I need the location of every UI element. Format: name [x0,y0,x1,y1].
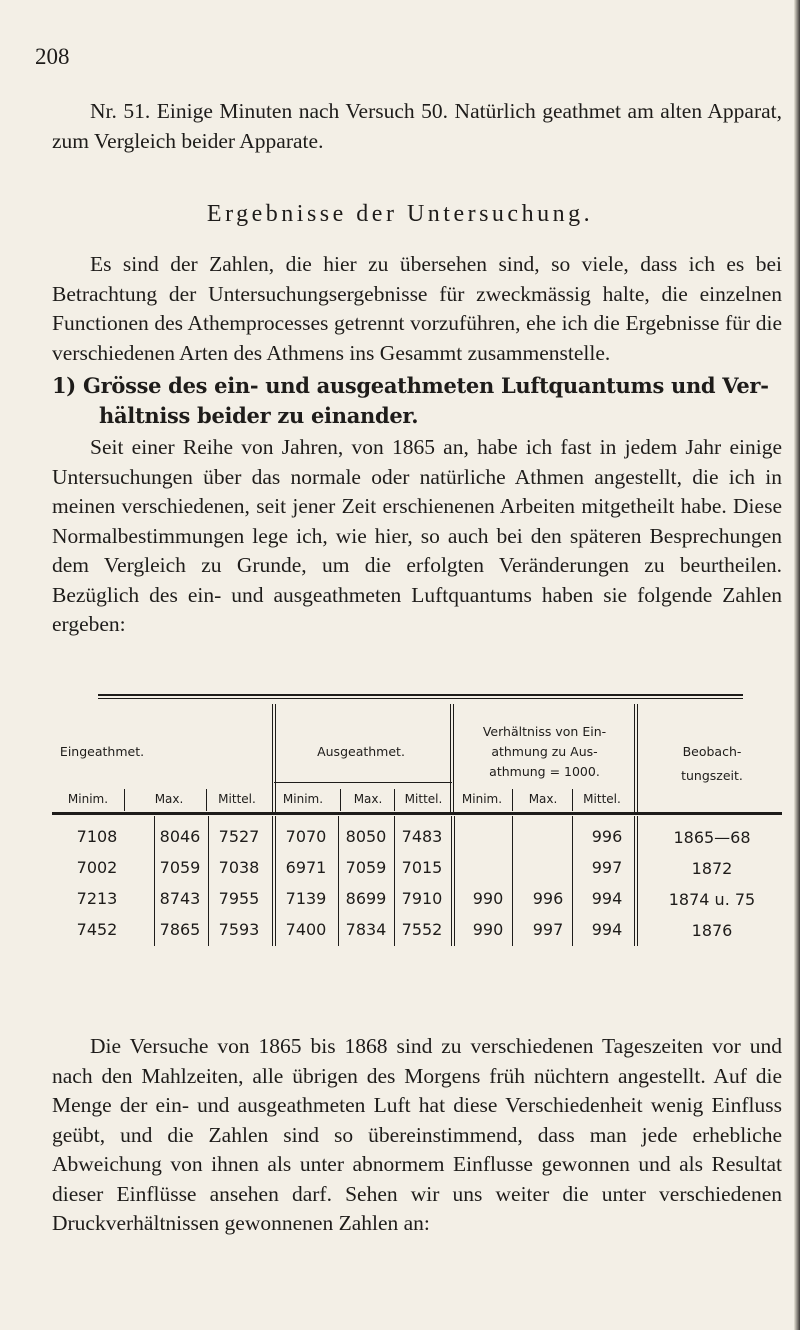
cell-v-mittel: 994 [591,889,623,908]
header-verhaeltniss-3: athmung = 1000. [489,764,600,779]
subheader-v-mittel: Mittel. [583,792,621,806]
header-ausgeathmet: Ausgeathmet. [317,744,405,759]
header-verhaeltniss-2: athmung zu Aus- [491,744,598,759]
header-verhaeltniss-1: Verhältniss von Ein- [482,724,607,739]
cell-v-max: 996 [532,889,564,908]
cell-ein-max: 8046 [159,827,201,846]
data-table [52,694,782,994]
subheader-ein-min: Minim. [67,792,109,806]
cell-ein-min: 7108 [76,827,118,846]
cell-zeit: 1872 [691,859,733,878]
subheader-ein-mittel: Mittel. [218,792,256,806]
cell-ein-mittel: 7527 [218,827,260,846]
cell-aus-max: 8050 [345,827,387,846]
subsection-title-line1: 1) Grösse des ein- und ausgeathmeten Luftquantums und Ver- [52,373,769,398]
cell-aus-min: 7400 [285,920,327,939]
cell-aus-min: 7139 [285,889,327,908]
cell-aus-min: 6971 [285,858,327,877]
subheader-v-max: Max. [528,792,558,806]
cell-ein-mittel: 7955 [218,889,260,908]
cell-ein-mittel: 7593 [218,920,260,939]
cell-aus-max: 7834 [345,920,387,939]
cell-v-mittel: 994 [591,920,623,939]
cell-ein-min: 7452 [76,920,118,939]
paragraph-1: Es sind der Zahlen, die hier zu übersehen sind, so viele, dass ich es bei Betrachtung der Untersuchungsergebnisse für zweckmässig halte, die einzelnen Functionen des Athemprocesses getrennt vorzuführen, ehe ich die Ergebnisse für die verschiedenen Arten des Athmens ins Gesammt zusammenstelle. [52,252,782,365]
cell-aus-mittel: 7483 [401,827,443,846]
cell-ein-mittel: 7038 [218,858,260,877]
header-beobachtung-1: Beobach- [682,744,742,759]
header-eingeathmet: Eingeathmet. [59,744,145,759]
cell-ein-min: 7213 [76,889,118,908]
header-divider [274,782,452,783]
cell-zeit: 1874 u. 75 [668,890,756,909]
subsection-title [52,371,782,431]
cell-aus-min: 7070 [285,827,327,846]
table-top-rule-thin [98,698,743,699]
cell-aus-mittel: 7015 [401,858,443,877]
cell-zeit: 1865—68 [673,828,751,847]
cell-v-max: 997 [532,920,564,939]
header-beobachtung-2: tungszeit. [681,768,743,783]
intro-paragraph: Nr. 51. Einige Minuten nach Versuch 50. Natürlich geathmet am alten Apparat, zum Vergleich beider Apparate. [52,99,782,153]
paragraph-3: Die Versuche von 1865 bis 1868 sind zu verschiedenen Tageszeiten vor und nach den Mahlzeiten, alle übrigen des Morgens früh nüchtern angestellt. Auf die Menge der ein- und ausgeathmeten Luft hat diese Verschiedenheit wenig Einfluss geübt, und die Zahlen sind so übereinstimmend, dass man jede erhebliche Abweichung von ihnen als unter abnormem Einflusse gewonnen und als Resultat dieser Einflüsse ansehen darf. Sehen wir uns weiter die unter verschiedenen Druckverhältnissen gewonnenen Zahlen an: [52,1034,782,1235]
cell-aus-mittel: 7552 [401,920,443,939]
cell-v-mittel: 996 [591,827,623,846]
cell-v-min: 990 [472,889,504,908]
subsection-title-line2: hältniss beider zu einander. [99,403,419,428]
cell-v-mittel: 997 [591,858,623,877]
table-top-rule [98,694,743,696]
header-bottom-rule [52,812,782,815]
subheader-aus-mittel: Mittel. [404,792,443,806]
cell-aus-mittel: 7910 [401,889,443,908]
page-edge [794,0,800,1330]
cell-ein-min: 7002 [76,858,118,877]
section-heading: Ergebnisse der Untersuchung. [206,201,594,227]
paragraph-2: Seit einer Reihe von Jahren, von 1865 an, habe ich fast in jedem Jahr einige Untersuchungen über das normale oder natürliche Athmen angestellt, die ich in meinen verschiedenen, seit jener Zeit erschienenen Arbeiten mitgetheilt habe. Diese Normalbestimmungen lege ich, wie hier, so auch bei den späteren Besprechungen dem Vergleich zu Grunde, um die erfolgten Veränderungen zu beurtheilen. Bezüglich des ein- und ausgeathmeten Luftquantums haben sie folgende Zahlen ergeben: [52,435,782,636]
subheader-aus-min: Minim. [282,792,324,806]
cell-ein-max: 7059 [159,858,201,877]
cell-ein-max: 8743 [159,889,201,908]
page-number: 208 [35,44,70,69]
cell-zeit: 1876 [691,921,733,940]
subheader-v-min: Minim. [461,792,503,806]
cell-aus-max: 7059 [345,858,387,877]
cell-ein-max: 7865 [159,920,201,939]
cell-v-min: 990 [472,920,504,939]
subheader-ein-max: Max. [154,792,184,806]
cell-aus-max: 8699 [345,889,387,908]
subheader-aus-max: Max. [353,792,383,806]
